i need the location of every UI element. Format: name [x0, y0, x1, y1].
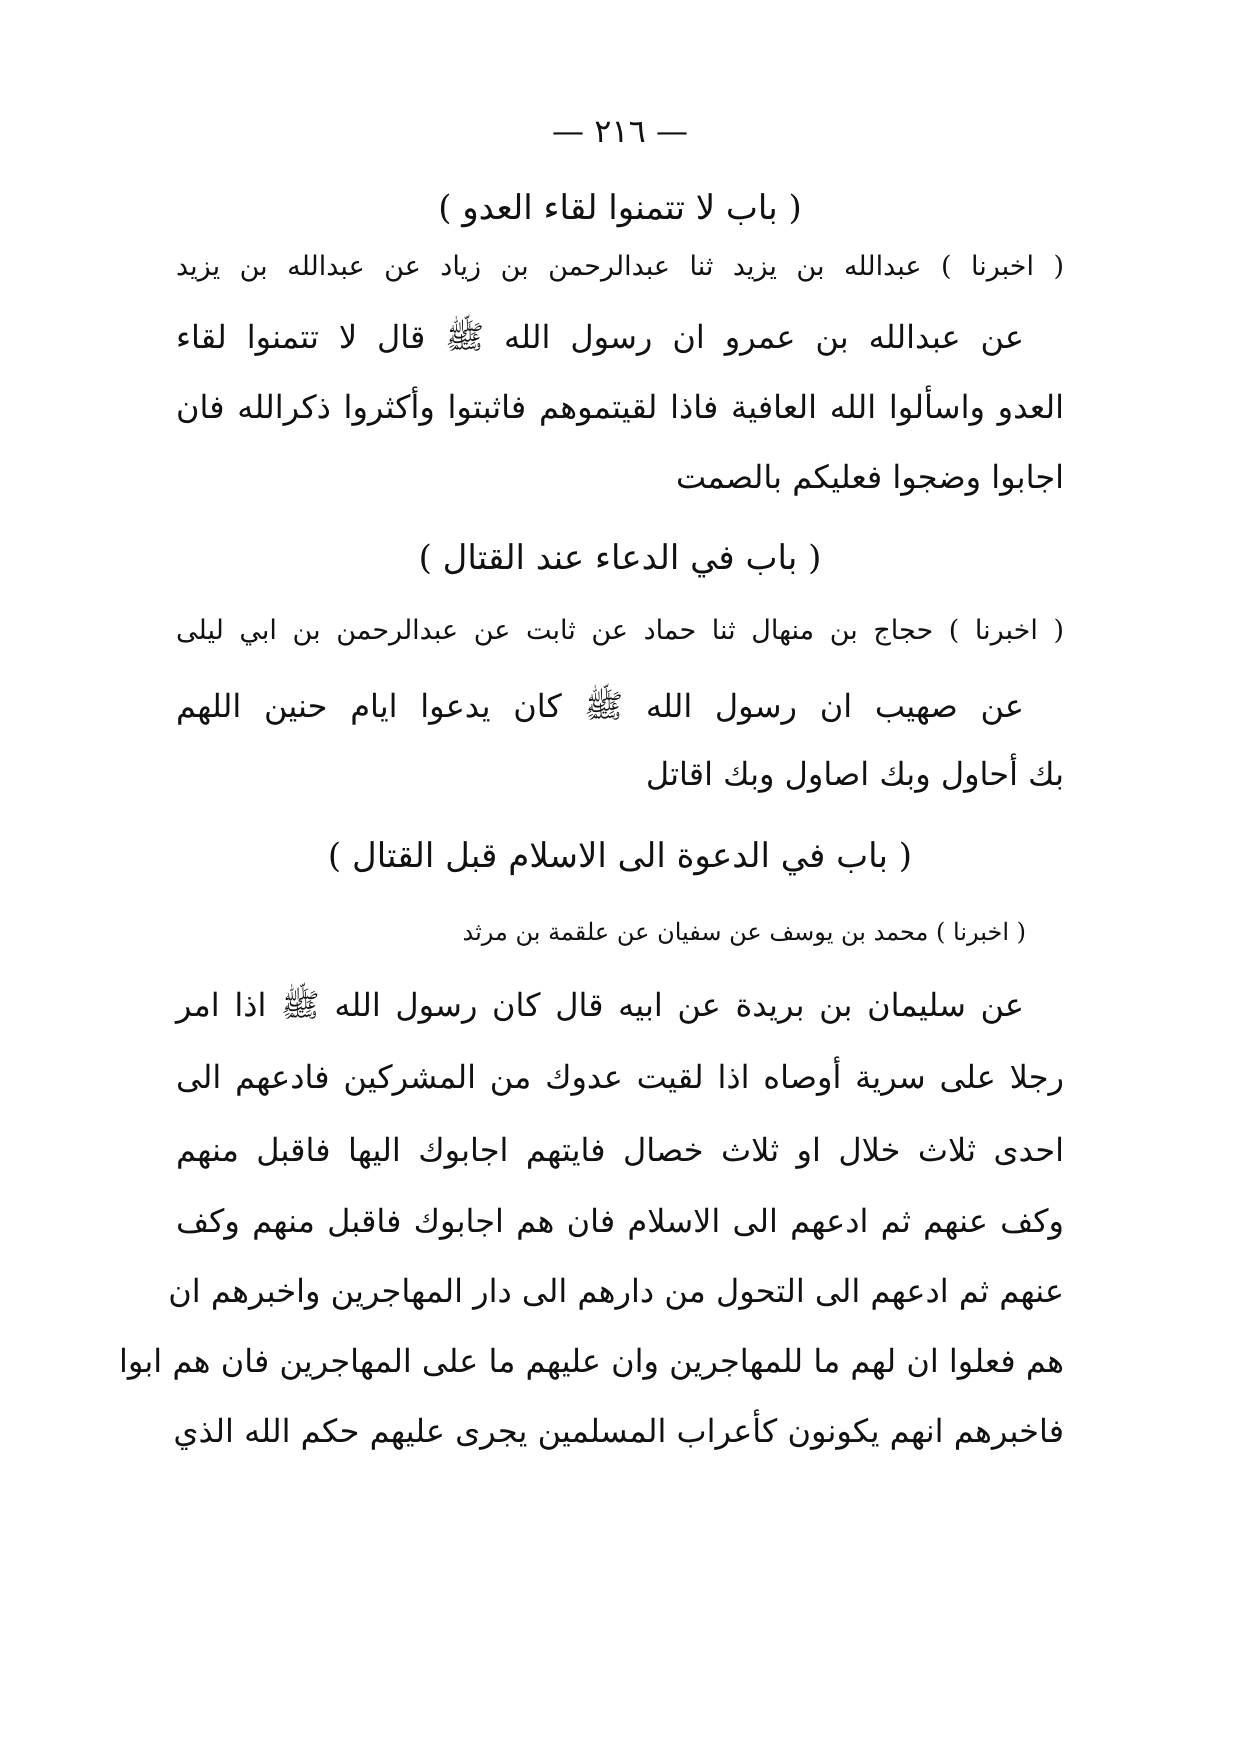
text-line: وكف عنهم ثم ادعهم الى الاسلام فان هم اجابوك فاقبل منهم وكف: [176, 1202, 1064, 1240]
text-line: عن سليمان بن بريدة عن ابيه قال كان رسول الله ﷺ اذا امر: [176, 986, 1024, 1024]
text-line: رجلا على سرية أوصاه اذا لقيت عدوك من المشركين فادعهم الى: [176, 1058, 1065, 1096]
chapter-title: ( باب في الدعوة الى الاسلام قبل القتال ): [327, 836, 913, 876]
text-line: احدى ثلاث خلال او ثلاث خصال فايتهم اجابوك اليها فاقبل منهم: [176, 1131, 1065, 1169]
text-line: فاخبرهم انهم يكونون كأعراب المسلمين يجرى عليهم حكم الله الذي: [173, 1412, 1064, 1450]
isnad-line: ( اخبرنا ) عبدالله بن يزيد ثنا عبدالرحمن بن زياد عن عبدالله بن يزيد: [176, 251, 1064, 282]
text-line: هم فعلوا ان لهم ما للمهاجرين وان عليهم ما على المهاجرين فان هم ابوا: [118, 1342, 1064, 1380]
chapter-title: ( باب لا تتمنوا لقاء العدو ): [438, 188, 802, 228]
text-line: عنهم ثم ادعهم الى التحول من دارهم الى دار المهاجرين واخبرهم ان: [168, 1272, 1064, 1310]
text-line: العدو واسألوا الله العافية فاذا لقيتموهم فاثبتوا وأكثروا ذكرالله فان: [176, 388, 1064, 426]
text-line: بك أحاول وبك اصاول وبك اقاتل: [645, 755, 1064, 793]
page-number: — ٢١٦ —: [552, 112, 688, 150]
isnad-line: ( اخبرنا ) محمد بن يوسف عن سفيان عن علقمة بن مرثد: [462, 918, 1026, 946]
chapter-title: ( باب في الدعاء عند القتال ): [418, 538, 822, 578]
text-line: عن عبدالله بن عمرو ان رسول الله ﷺ قال لا تتمنوا لقاء: [176, 318, 1024, 356]
isnad-line: ( اخبرنا ) حجاج بن منهال ثنا حماد عن ثابت عن عبدالرحمن بن ابي ليلى: [176, 615, 1064, 646]
text-line: عن صهيب ان رسول الله ﷺ كان يدعوا ايام حنين اللهم: [176, 687, 1024, 725]
text-line: اجابوا وضجوا فعليكم بالصمت: [676, 458, 1064, 496]
